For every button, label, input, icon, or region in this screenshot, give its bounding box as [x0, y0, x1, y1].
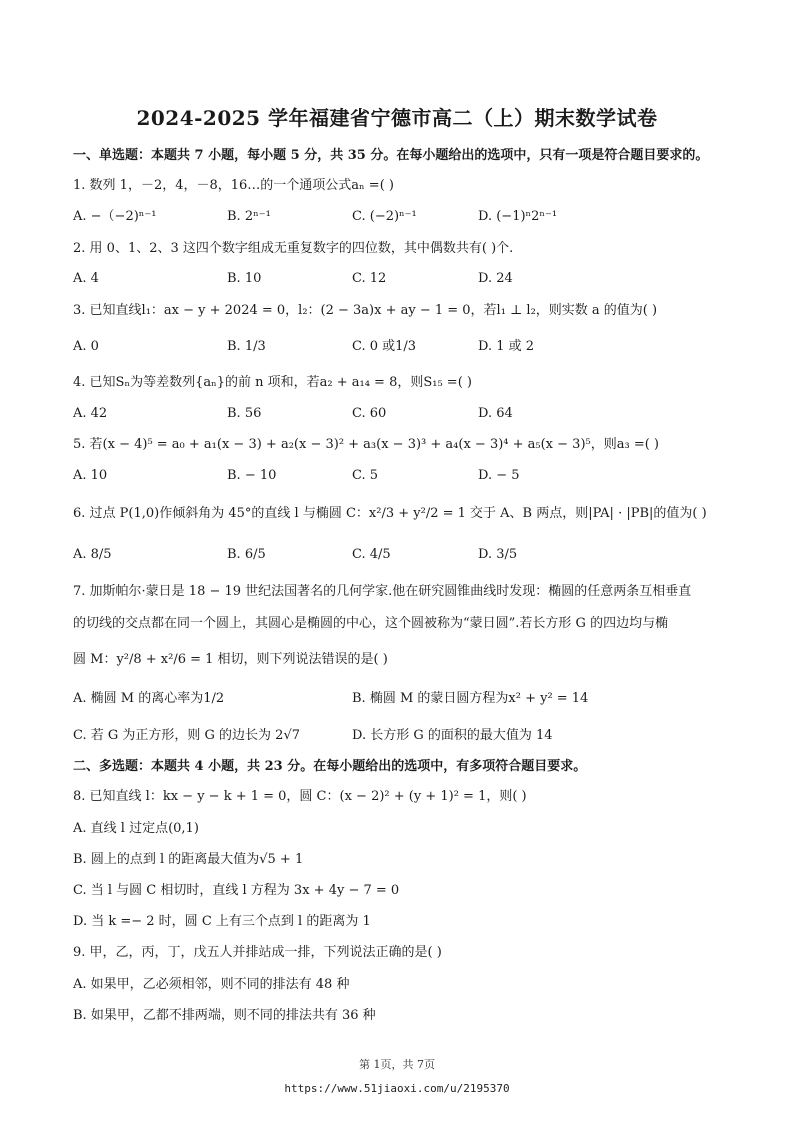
question-1-option-b: B. 2ⁿ⁻¹	[227, 209, 271, 224]
question-7-stem-line-2: 的切线的交点都在同一个圆上，其圆心是椭圆的中心，这个圆被称为“蒙日圆”.若长方形 G 的四边均与椭	[73, 616, 669, 631]
question-3-option-b: B. 1/3	[227, 339, 266, 354]
question-8-option-b: B. 圆上的点到 l 的距离最大值为√5 + 1	[73, 852, 304, 867]
question-6-option-b: B. 6/5	[227, 547, 266, 562]
question-2-option-d: D. 24	[478, 271, 513, 286]
question-4-option-a: A. 42	[73, 406, 108, 421]
question-2-option-a: A. 4	[73, 271, 99, 286]
section-multiple-choice-heading: 二、多选题：本题共 4 小题，共 23 分。在每小题给出的选项中，有多项符合题目要求。	[73, 759, 587, 774]
question-7-option-b: B. 椭圆 M 的蒙日圆方程为x² + y² = 14	[352, 691, 589, 706]
question-8-option-a: A. 直线 l 过定点(0,1)	[73, 821, 199, 836]
question-4-option-c: C. 60	[352, 406, 387, 421]
question-5-option-d: D. − 5	[478, 468, 520, 483]
question-3-option-d: D. 1 或 2	[478, 339, 535, 354]
question-7-option-c: C. 若 G 为正方形，则 G 的边长为 2√7	[73, 728, 301, 743]
question-4-stem: 4. 已知Sₙ为等差数列{aₙ}的前 n 项和，若a₂ + a₁₄ = 8，则S₁₅ =( )	[73, 375, 472, 390]
question-2-stem: 2. 用 0、1、2、3 这四个数字组成无重复数字的四位数，其中偶数共有( )个.	[73, 241, 514, 256]
question-7-stem-line-1: 7. 加斯帕尔·蒙日是 18 − 19 世纪法国著名的几何学家.他在研究圆锥曲线时发现：椭圆的任意两条互相垂直	[73, 584, 692, 599]
source-url-watermark: https://www.51jiaoxi.com/u/2195370	[284, 1082, 510, 1095]
question-9-option-a: A. 如果甲，乙必须相邻，则不同的排法有 48 种	[73, 977, 350, 992]
question-3-option-c: C. 0 或1/3	[352, 339, 417, 354]
question-6-option-c: C. 4/5	[352, 547, 391, 562]
question-1-option-d: D. (−1)ⁿ2ⁿ⁻¹	[478, 209, 558, 224]
question-8-option-d: D. 当 k =− 2 时，圆 C 上有三个点到 l 的距离为 1	[73, 914, 371, 929]
question-9-stem: 9. 甲，乙，丙，丁，戊五人并排站成一排，下列说法正确的是( )	[73, 945, 442, 960]
question-1-option-c: C. (−2)ⁿ⁻¹	[352, 209, 417, 224]
question-5-stem: 5. 若(x − 4)⁵ = a₀ + a₁(x − 3) + a₂(x − 3)² + a₃(x − 3)³ + a₄(x − 3)⁴ + a₅(x − 3)⁵，则a₃ =( )	[73, 437, 659, 452]
question-7-option-d: D. 长方形 G 的面积的最大值为 14	[352, 728, 553, 743]
question-3-stem: 3. 已知直线l₁：ax − y + 2024 = 0，l₂：(2 − 3a)x + ay − 1 = 0，若l₁ ⊥ l₂，则实数 a 的值为( )	[73, 303, 658, 318]
question-4-option-b: B. 56	[227, 406, 262, 421]
page-title: 2024-2025 学年福建省宁德市高二（上）期末数学试卷	[136, 106, 658, 130]
question-1-option-a: A. −（−2)ⁿ⁻¹	[73, 209, 157, 224]
question-9-option-b: B. 如果甲，乙都不排两端，则不同的排法共有 36 种	[73, 1008, 376, 1023]
section-single-choice-heading: 一、单选题：本题共 7 小题，每小题 5 分，共 35 分。在每小题给出的选项中，只有一项是符合题目要求的。	[73, 148, 709, 163]
question-6-option-d: D. 3/5	[478, 547, 518, 562]
page-number: 第 1页，共 7页	[359, 1058, 435, 1071]
question-7-stem-line-3: 圆 M：y²/8 + x²/6 = 1 相切，则下列说法错误的是( )	[73, 652, 388, 667]
question-6-option-a: A. 8/5	[73, 547, 112, 562]
question-5-option-b: B. − 10	[227, 468, 277, 483]
question-4-option-d: D. 64	[478, 406, 513, 421]
question-7-option-a: A. 椭圆 M 的离心率为1/2	[73, 691, 225, 706]
question-3-option-a: A. 0	[73, 339, 99, 354]
question-2-option-b: B. 10	[227, 271, 262, 286]
question-6-stem: 6. 过点 P(1,0)作倾斜角为 45°的直线 l 与椭圆 C：x²/3 + y²/2 = 1 交于 A、B 两点，则|PA| · |PB|的值为( )	[73, 506, 707, 521]
question-5-option-c: C. 5	[352, 468, 379, 483]
question-2-option-c: C. 12	[352, 271, 387, 286]
question-5-option-a: A. 10	[73, 468, 108, 483]
question-1-stem: 1. 数列 1，－2，4，－8，16…的一个通项公式aₙ =( )	[73, 178, 394, 193]
question-8-stem: 8. 已知直线 l：kx − y − k + 1 = 0，圆 C：(x − 2)² + (y + 1)² = 1，则( )	[73, 789, 527, 804]
question-8-option-c: C. 当 l 与圆 C 相切时，直线 l 方程为 3x + 4y − 7 = 0	[73, 883, 400, 898]
